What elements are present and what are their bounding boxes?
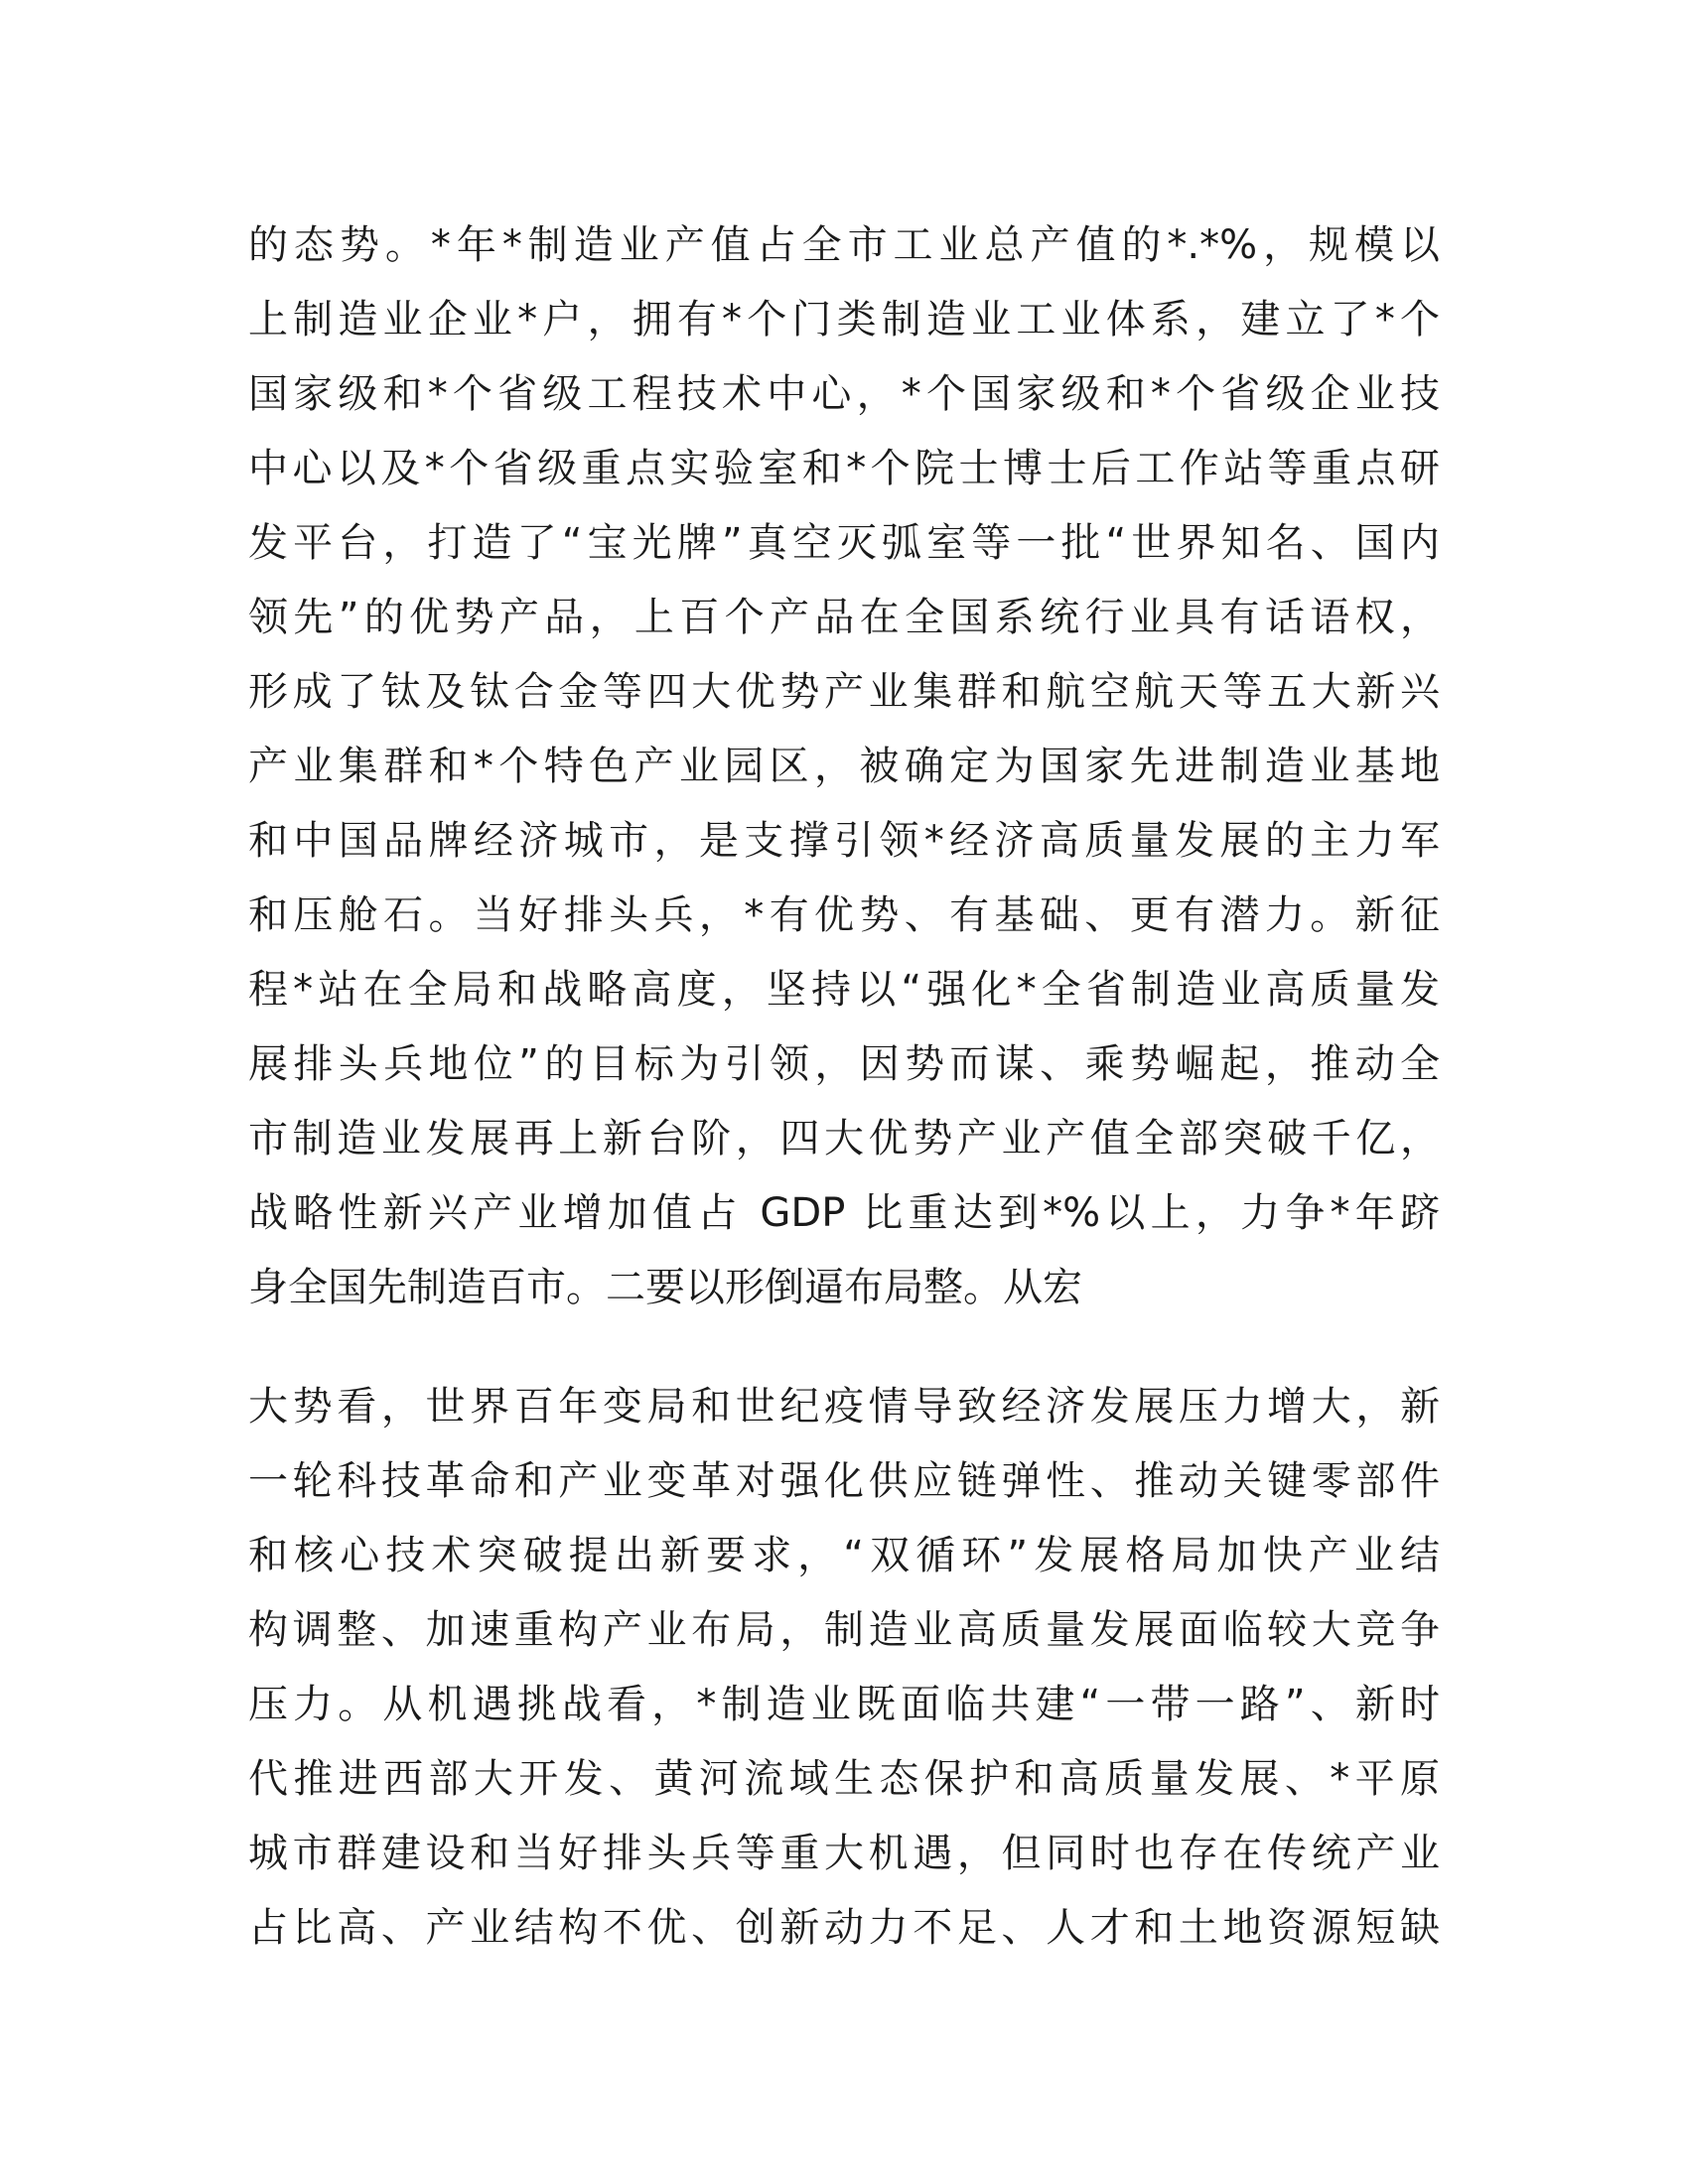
text-line: 形成了钛及钛合金等四大优势产业集群和航空航天等五大新兴 [248, 669, 1440, 715]
text-line: 代推进西部大开发、黄河流域生态保护和高质量发展、*平原 [248, 1756, 1440, 1802]
text-line: 上制造业企业*户，拥有*个门类制造业工业体系，建立了*个 [248, 297, 1440, 342]
text-line: 国家级和*个省级工程技术中心，*个国家级和*个省级企业技 [248, 371, 1440, 417]
text-line: 占比高、产业结构不优、创新动力不足、人才和土地资源短缺 [248, 1905, 1440, 1951]
text-line: 战略性新兴产业增加值占 GDP 比重达到*%以上，力争*年跻 [248, 1190, 1440, 1236]
text-line: 程*站在全局和战略高度，坚持以“强化*全省制造业高质量发 [248, 967, 1440, 1013]
text-line: 发平台，打造了“宝光牌”真空灭弧室等一批“世界知名、国内 [248, 520, 1440, 566]
text-line: 构调整、加速重构产业布局，制造业高质量发展面临较大竞争 [248, 1607, 1440, 1653]
text-line: 的态势。*年*制造业产值占全市工业总产值的*.*%，规模以 [248, 222, 1440, 268]
text-line: 市制造业发展再上新台阶，四大优势产业产值全部突破千亿， [248, 1116, 1440, 1161]
text-line: 领先”的优势产品，上百个产品在全国系统行业具有话语权， [248, 595, 1440, 640]
text-line: 一轮科技革命和产业变革对强化供应链弹性、推动关键零部件 [248, 1458, 1440, 1504]
text-line: 中心以及*个省级重点实验室和*个院士博士后工作站等重点研 [248, 446, 1440, 491]
text-line: 和核心技术突破提出新要求，“双循环”发展格局加快产业结 [248, 1533, 1440, 1578]
text-line: 压力。从机遇挑战看，*制造业既面临共建“一带一路”、新时 [248, 1682, 1440, 1727]
paragraph-2 [248, 1370, 1440, 1966]
text-line: 身全国先制造百市。二要以形倒逼布局整。从宏 [248, 1265, 1082, 1310]
text-line: 和压舱石。当好排头兵，*有优势、有基础、更有潜力。新征 [248, 892, 1440, 938]
text-line: 大势看，世界百年变局和世纪疫情导致经济发展压力增大，新 [248, 1384, 1440, 1430]
text-line: 展排头兵地位”的目标为引领，因势而谋、乘势崛起，推动全 [248, 1041, 1440, 1087]
paragraph-1 [248, 208, 1440, 1325]
text-line: 和中国品牌经济城市，是支撑引领*经济高质量发展的主力军 [248, 818, 1440, 864]
text-line: 产业集群和*个特色产业园区，被确定为国家先进制造业基地 [248, 744, 1440, 789]
text-line: 城市群建设和当好排头兵等重大机遇，但同时也存在传统产业 [248, 1831, 1440, 1876]
